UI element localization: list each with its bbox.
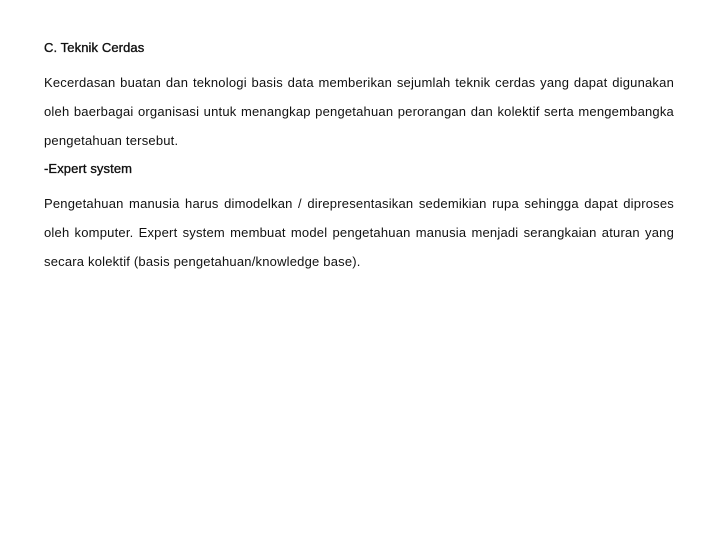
intro-paragraph: Kecerdasan buatan dan teknologi basis data memberikan sejumlah teknik cerdas yang dapat digunakan oleh baerbagai organisasi untuk menangkap pengetahuan perorangan dan kolektif serta mengembangka pengetahuan tersebut. [44,75,674,148]
expert-system-subheading: -Expert system [44,161,133,176]
section-heading: C. Teknik Cerdas [44,40,145,55]
expert-system-paragraph: Pengetahuan manusia harus dimodelkan / direpresentasikan sedemikian rupa sehingga dapat diproses oleh komputer. Expert system membuat model pengetahuan manusia menjadi serangkaian aturan yang secara kolektif (basis pengetahuan/knowledge base). [44,196,674,269]
document-page [44,38,674,276]
